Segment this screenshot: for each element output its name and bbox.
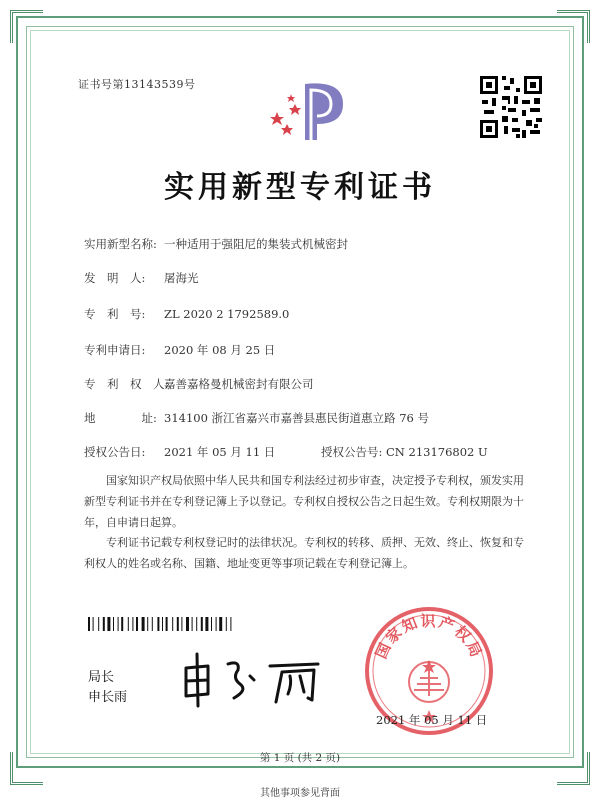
corner-ornament-top-left — [10, 10, 43, 43]
paragraph-grant-statement: 国家知识产权局依照中华人民共和国专利法经过初步审查，决定授予专利权，颁发实用新型专利证书并在专利登记簿上予以登记。专利权自授权公告之日起生效。专利权期限为十年，自申请日起算。 — [84, 474, 524, 529]
field-patentee — [84, 376, 314, 392]
grant-notice-value: CN 213176802 U — [386, 445, 488, 459]
field-value: 314100 浙江省嘉兴市嘉善县惠民街道惠立路 76 号 — [164, 411, 429, 425]
field-application-date — [84, 342, 275, 358]
field-label: 发 明 人: — [84, 271, 146, 285]
cnipa-logo-icon — [265, 70, 355, 150]
field-utility-model-name — [84, 236, 348, 252]
corner-ornament-top-right — [557, 10, 590, 43]
paragraph-legal-status: 专利证书记载专利权登记时的法律状况。专利权的转移、质押、无效、终止、恢复和专利权人的姓名或名称、国籍、地址变更等事项记载在专利登记簿上。 — [84, 536, 524, 570]
grant-notice-label: 授权公告号: — [320, 445, 383, 459]
field-inventor — [84, 270, 199, 286]
field-value: 屠海光 — [164, 271, 199, 285]
field-label: 专利申请日: — [84, 343, 146, 357]
field-label: 地 址: — [84, 411, 157, 425]
field-value: 嘉善嘉格曼机械密封有限公司 — [164, 377, 314, 391]
field-grant — [84, 444, 488, 460]
field-value: ZL 2020 2 1792589.0 — [164, 307, 290, 321]
footer-note: 其他事项参见背面 — [260, 788, 340, 799]
grant-date-value: 2021 年 05 月 11 日 — [164, 445, 276, 459]
handwritten-signature-icon — [178, 650, 328, 710]
page-number: 第 1 页 (共 2 页) — [259, 752, 341, 764]
barcode-icon — [88, 617, 328, 631]
qr-code-icon — [478, 74, 544, 140]
field-value: 2020 年 08 月 25 日 — [164, 343, 276, 357]
signatory-name: 申长雨 — [88, 690, 128, 705]
field-label: 专 利 权 人: — [84, 377, 169, 391]
certificate-number: 证书号第13143539号 — [78, 78, 196, 91]
grant-date-label: 授权公告日: — [84, 445, 146, 459]
field-address — [84, 410, 429, 426]
seal-text: 国家知识产权局 — [371, 612, 487, 662]
field-patent-number — [84, 306, 289, 322]
field-label: 实用新型名称: — [84, 237, 157, 251]
certificate-title: 实用新型专利证书 — [164, 170, 436, 205]
seal-date: 2021 年 05 月 11 日 — [376, 713, 488, 727]
svg-text:国家知识产权局 — [372, 612, 486, 661]
field-value: 一种适用于强阻尼的集装式机械密封 — [164, 237, 348, 251]
signatory-title: 局长 — [88, 670, 115, 685]
field-label: 专 利 号: — [84, 307, 146, 321]
